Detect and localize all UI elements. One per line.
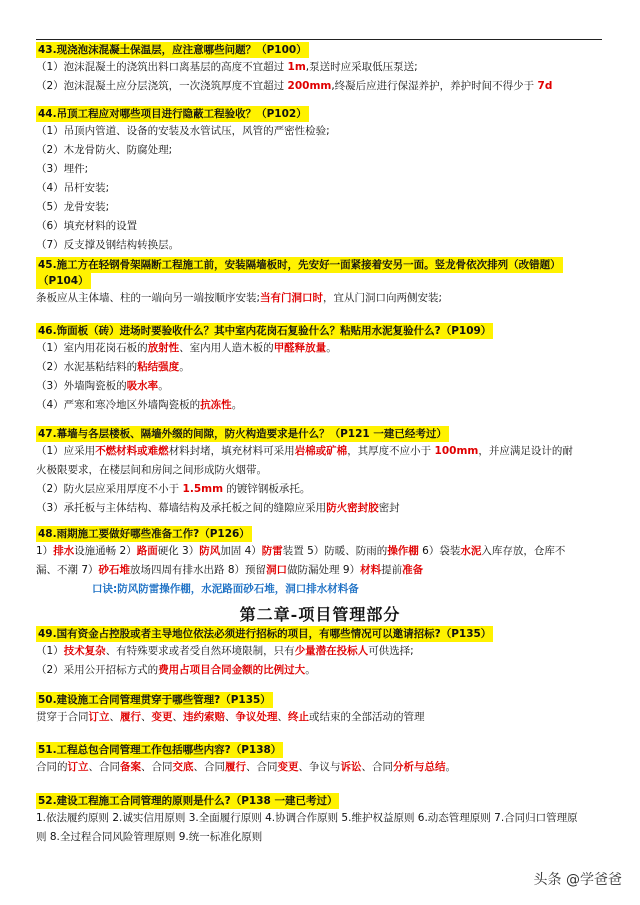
question-44 — [36, 106, 604, 255]
answer-line: 火极限要求，在楼层间和房间之间形成防火烟带。 — [36, 464, 267, 476]
answer-line: 则 8.全过程合同风险管理原则 9.统一标准化原则 — [36, 831, 263, 843]
question-title: 46.饰面板（砖）进场时要验收什么？其中室内花岗石复验什么？粘贴用水泥复验什么?（P109） — [38, 325, 492, 337]
question-title: 44.吊顶工程应对哪些项目进行隐蔽工程验收？（P102） — [38, 108, 307, 120]
question-43 — [36, 42, 604, 96]
question-49 — [36, 626, 604, 680]
question-title: 45.施工方在轻钢骨架隔断工程施工前，安装隔墙板时，先安好一面紧接着安另一面。竖龙骨依次排列（改错题） — [38, 259, 561, 271]
question-title: 49.国有资金占控股或者主导地位依法必须进行招标的项目，有哪些情况可以邀请招标?（P135） — [38, 628, 492, 640]
question-title: 51.工程总包合同管理工作包括哪些内容?（P138） — [38, 744, 282, 756]
list-item: （6）填充材料的设置 — [36, 220, 138, 232]
mnemonic: 口诀:防风防雷操作棚，水泥路面砂石堆，洞口排水材料备 — [92, 583, 359, 595]
question-46 — [36, 323, 604, 415]
question-title: 48.雨期施工要做好哪些准备工作?（P126） — [38, 528, 250, 540]
question-title: 43.现浇泡沫混凝土保温层，应注意哪些问题？（P100） — [38, 44, 307, 56]
top-rule — [36, 39, 602, 40]
answer-line: （2）水泥基粘结料的粘结强度。 — [36, 361, 190, 373]
question-51 — [36, 742, 604, 777]
list-item: （2）木龙骨防火、防腐处理; — [36, 144, 173, 156]
answer-line: 合同的订立、合同备案、合同交底、合同履行、合同变更、争议与诉讼、合同分析与总结。 — [36, 761, 456, 773]
list-item: （4）吊杆安装; — [36, 182, 110, 194]
list-item: （3）埋件; — [36, 163, 89, 175]
question-48 — [36, 526, 604, 599]
question-47 — [36, 426, 604, 518]
answer-line: 1.依法履约原则 2.诚实信用原则 3.全面履行原则 4.协调合作原则 5.维护权益原则 6.动态管理原则 7.合同归口管理原 — [36, 812, 578, 824]
answer-line: （1）室内用花岗石板的放射性、室内用人造木板的甲醛释放量。 — [36, 342, 337, 354]
answer-line: 1）排水设施通畅 2）路面硬化 3）防风加固 4）防雷装置 5）防暖、防雨的操作棚 6）袋装水泥入库存放，仓库不 — [36, 545, 566, 557]
watermark-footer: 头条 @学爸爸 — [533, 872, 622, 888]
question-50 — [36, 692, 604, 727]
list-item: （5）龙骨安装; — [36, 201, 110, 213]
answer-line: 漏、不潮 7）砂石堆放场四周有排水出路 8）预留洞口做防漏处理 9）材料提前准备 — [36, 564, 424, 576]
answer-line: （3）外墙陶瓷板的吸水率。 — [36, 380, 169, 392]
answer-line: （2）防火层应采用厚度不小于 1.5mm 的镀锌钢板承托。 — [36, 483, 311, 495]
answer-line: 条板应从主体墙、柱的一端向另一端按顺序安装;当有门洞口时，宜从门洞口向两侧安装; — [36, 292, 443, 304]
answer-line: （2）泡沫混凝土应分层浇筑，一次浇筑厚度不宜超过 200mm,终凝后应进行保湿养护，养护时间不得少于 7d — [36, 80, 553, 92]
question-title: 52.建设工程施工合同管理的原则是什么?（P138 一建已考过） — [38, 795, 338, 807]
list-item: （7）反支撑及钢结构转换层。 — [36, 239, 180, 251]
answer-line: 贯穿于合同订立、履行、变更、违约索赔、争议处理、终止或结束的全部活动的管理 — [36, 711, 425, 723]
question-title-cont: （P104） — [38, 275, 89, 287]
list-item: （1）吊顶内管道、设备的安装及水管试压，风管的严密性检验; — [36, 125, 330, 137]
answer-line: （1）技术复杂、有特殊要求或者受自然环境限制，只有少量潜在投标人可供选择; — [36, 645, 414, 657]
question-45 — [36, 257, 604, 308]
question-title: 50.建设施工合同管理贯穿于哪些管理?（P135） — [38, 694, 271, 706]
answer-line: （4）严寒和寒冷地区外墙陶瓷板的抗冻性。 — [36, 399, 243, 411]
question-title: 47.幕墙与各层楼板、隔墙外缀的间隙，防火构造要求是什么？（P121 一建已经考过） — [38, 428, 447, 440]
answer-line: （1）泡沫混凝土的浇筑出料口离基层的高度不宜超过 1m,泵送时应采取低压泵送; — [36, 61, 418, 73]
answer-line: （2）采用公开招标方式的费用占项目合同金额的比例过大。 — [36, 664, 316, 676]
answer-line: （3）承托板与主体结构、幕墙结构及承托板之间的缝隙应采用防火密封胶密封 — [36, 502, 400, 514]
chapter-heading: 第二章-项目管理部分 — [239, 605, 401, 624]
question-52 — [36, 793, 604, 847]
answer-line: （1）应采用不燃材料或难燃材料封堵，填充材料可采用岩棉或矿棉，其厚度不应小于 100mm，并应满足设计的耐 — [36, 445, 573, 457]
